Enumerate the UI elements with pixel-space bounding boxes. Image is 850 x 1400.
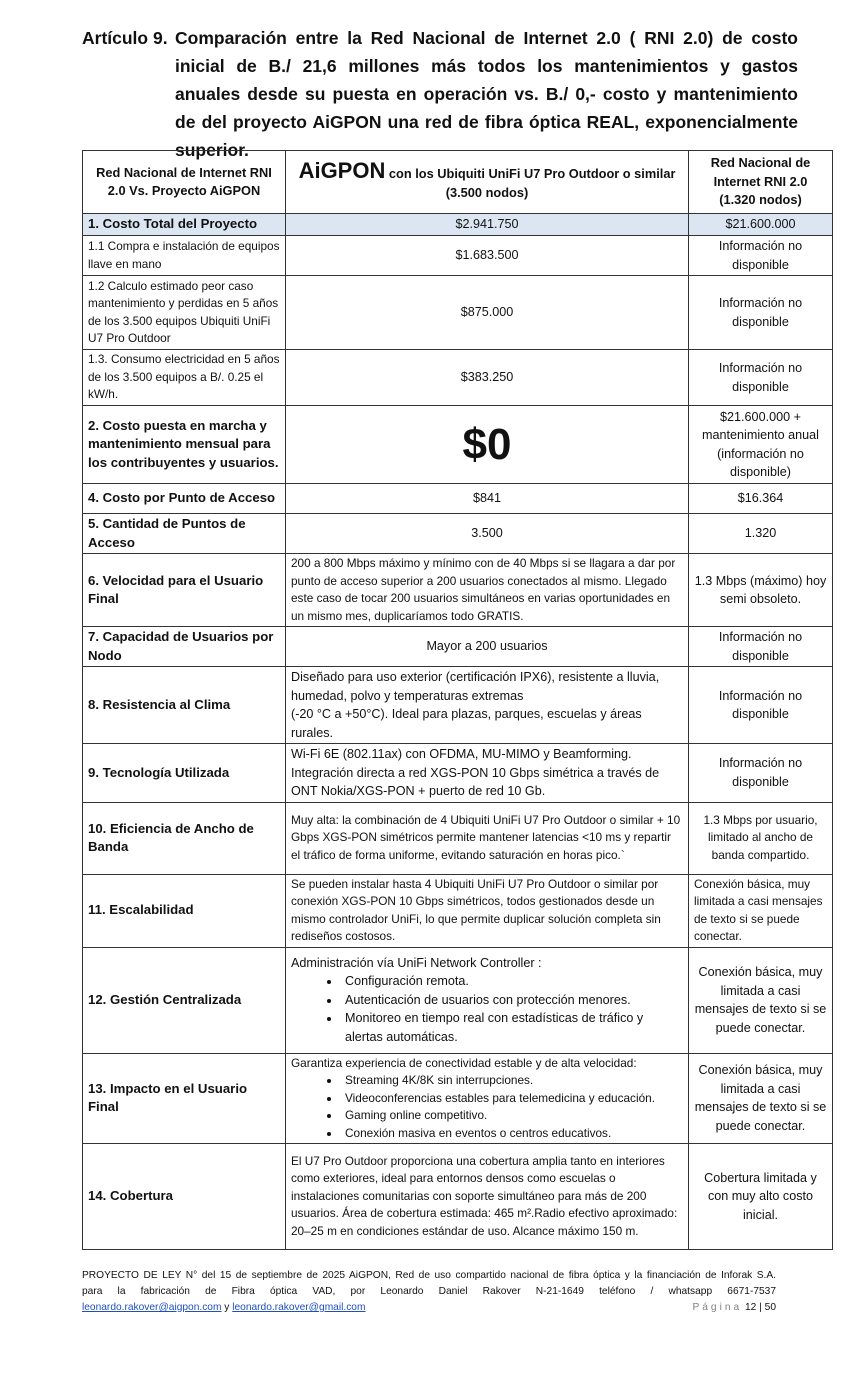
table-row: [83, 276, 833, 350]
rni-value: Conexión básica, muy limitada a casi mensajes de texto si se puede conectar.: [689, 1053, 833, 1144]
bullet-item: • Autenticación de usuarios con protección menores.: [341, 991, 683, 1010]
table-row: [83, 406, 833, 484]
aigpon-intro: Administración vía UniFi Network Controller :: [291, 955, 542, 970]
aigpon-brand: AiGPON: [298, 158, 386, 183]
aigpon-value: $2.941.750: [286, 214, 689, 236]
bullet-item: • Conexión masiva en eventos o centros educativos.: [341, 1125, 683, 1143]
rni-value: Información no disponible: [689, 236, 833, 276]
row-label: 9. Tecnología Utilizada: [83, 744, 286, 803]
page-footer: [82, 1268, 776, 1316]
email-link-aigpon[interactable]: leonardo.rakover@aigpon.com: [82, 1302, 222, 1313]
aigpon-value: [286, 667, 689, 744]
aigpon-value: Muy alta: la combinación de 4 Ubiquiti UniFi U7 Pro Outdoor o similar + 10 Gbps XGS-PON simétricos permite mantener latencias <10 ms y repartir el tráfico de forma uniforme, evitando saturación en horas pico.`: [286, 802, 689, 874]
aigpon-value: $1.683.500: [286, 236, 689, 276]
header-rni: Red Nacional de Internet RNI 2.0 (1.320 nodos): [689, 151, 833, 214]
footer-line-2: para la fabricación de Fibra óptica VAD, por Leonardo Daniel Rakover N-21-1649 teléfono / whatsapp 6671-7537: [82, 1286, 776, 1297]
aigpon-value: $875.000: [286, 276, 689, 350]
aigpon-value: 3.500: [286, 514, 689, 554]
rni-value: Información no disponible: [689, 276, 833, 350]
aigpon-value: [286, 947, 689, 1053]
rni-value: 1.3 Mbps por usuario, limitado al ancho de banda compartido.: [689, 802, 833, 874]
table-row: [83, 667, 833, 744]
row-label: 2. Costo puesta en marcha y mantenimiento mensual para los contribuyentes y usuarios.: [83, 406, 286, 484]
table-row: [83, 514, 833, 554]
aigpon-value: $841: [286, 484, 689, 514]
email-link-gmail[interactable]: leonardo.rakover@gmail.com: [232, 1302, 366, 1313]
aigpon-value: [286, 1053, 689, 1144]
aigpon-value: $383.250: [286, 350, 689, 406]
table-row: [83, 350, 833, 406]
table-row: [83, 1144, 833, 1250]
table-row: [83, 214, 833, 236]
aigpon-value: Mayor a 200 usuarios: [286, 627, 689, 667]
rni-value: Conexión básica, muy limitada a casi mensajes de texto si se puede conectar.: [689, 874, 833, 947]
row-label: 12. Gestión Centralizada: [83, 947, 286, 1053]
row-label: 10. Eficiencia de Ancho de Banda: [83, 802, 286, 874]
rni-value: $16.364: [689, 484, 833, 514]
page-indicator: [692, 1300, 776, 1316]
aigpon-line: Diseñado para uso exterior (certificación IPX6), resistente a lluvia, humedad, polvo y temperaturas extremas: [291, 670, 660, 703]
table-header-row: [83, 151, 833, 214]
row-label: 8. Resistencia al Clima: [83, 667, 286, 744]
rni-value: Cobertura limitada y con muy alto costo inicial.: [689, 1144, 833, 1250]
header-aigpon: [286, 151, 689, 214]
row-label: 1. Costo Total del Proyecto: [83, 214, 286, 236]
table-row: [83, 1053, 833, 1144]
bullet-item: • Monitoreo en tiempo real con estadísticas de tráfico y alertas automáticas.: [341, 1009, 683, 1046]
table-row: [83, 554, 833, 627]
footer-connector: y: [221, 1302, 233, 1313]
rni-value: Información no disponible: [689, 667, 833, 744]
rni-value: Información no disponible: [689, 350, 833, 406]
rni-value: Información no disponible: [689, 744, 833, 803]
aigpon-line: (-20 °C a +50°C). Ideal para plazas, parques, escuelas y áreas rurales.: [291, 707, 642, 740]
rni-value: $21.600.000: [689, 214, 833, 236]
bullet-item: • Videoconferencias estables para telemedicina y educación.: [341, 1090, 683, 1108]
row-label: 13. Impacto en el Usuario Final: [83, 1053, 286, 1144]
aigpon-value: El U7 Pro Outdoor proporciona una cobertura amplia tanto en interiores como exteriores, ideal para entornos densos como escuelas o instalaciones comunitarias con soporte simultáneo para más de 200 usuarios. Área de cobertura estimada: 465 m².Radio efectivo aproximado: 20–25 m en condiciones estándar de uso. Alcance máximo 150 m.: [286, 1144, 689, 1250]
bullet-item: • Gaming online competitivo.: [341, 1107, 683, 1125]
aigpon-bullet-list: [291, 972, 683, 1046]
row-label: 7. Capacidad de Usuarios por Nodo: [83, 627, 286, 667]
rni-value: 1.320: [689, 514, 833, 554]
aigpon-value: Wi-Fi 6E (802.11ax) con OFDMA, MU-MIMO y Beamforming. Integración directa a red XGS-PON 10 Gbps simétrica a través de ONT Nokia/XGS-PON + puerto de red 10 Gb.: [286, 744, 689, 803]
row-label: 1.2 Calculo estimado peor caso mantenimiento y perdidas en 5 años de los 3.500 equipos Ubiquiti UniFi U7 Pro Outdoor: [83, 276, 286, 350]
footer-contacts: [82, 1300, 365, 1316]
row-label: 1.1 Compra e instalación de equipos llave en mano: [83, 236, 286, 276]
aigpon-bullet-list: [291, 1072, 683, 1142]
header-criteria: Red Nacional de Internet RNI 2.0 Vs. Proyecto AiGPON: [83, 151, 286, 214]
row-label: 5. Cantidad de Puntos de Acceso: [83, 514, 286, 554]
page-number: 12 | 50: [745, 1302, 776, 1313]
table-row: [83, 802, 833, 874]
aigpon-intro: Garantiza experiencia de conectividad estable y de alta velocidad:: [291, 1055, 637, 1070]
row-label: 1.3. Consumo electricidad en 5 años de los 3.500 equipos a B/. 0.25 el kW/h.: [83, 350, 286, 406]
comparison-table: [82, 150, 833, 1250]
page-label: Página: [692, 1302, 743, 1313]
table-row: [83, 874, 833, 947]
rni-value: Información no disponible: [689, 627, 833, 667]
bullet-item: • Configuración remota.: [341, 972, 683, 991]
table-row: [83, 236, 833, 276]
row-label: 11. Escalabilidad: [83, 874, 286, 947]
row-label: 4. Costo por Punto de Acceso: [83, 484, 286, 514]
table-row: [83, 744, 833, 803]
table-row: [83, 484, 833, 514]
footer-line-3: [82, 1300, 776, 1316]
table-row: [83, 627, 833, 667]
rni-value: Conexión básica, muy limitada a casi mensajes de texto si se puede conectar.: [689, 947, 833, 1053]
rni-value: $21.600.000 + mantenimiento anual (información no disponible): [689, 406, 833, 484]
footer-line-1: PROYECTO DE LEY N° del 15 de septiembre de 2025 AiGPON, Red de uso compartido nacional de fibra óptica y la financiación de Inforak S.A.: [82, 1270, 776, 1281]
rni-value: 1.3 Mbps (máximo) hoy semi obsoleto.: [689, 554, 833, 627]
article-heading: [82, 24, 798, 164]
bullet-item: • Streaming 4K/8K sin interrupciones.: [341, 1072, 683, 1090]
article-title: Comparación entre la Red Nacional de Internet 2.0 ( RNI 2.0) de costo inicial de B./ 21,6 millones más todos los mantenimientos y gastos anuales desde su puesta en operación vs. B./ 0,- costo y mantenimiento de del proyecto AiGPON una red de fibra óptica REAL, exponencialmente superior.: [175, 28, 798, 160]
article-number: Artículo 9.: [82, 28, 168, 48]
aigpon-value: $0: [286, 406, 689, 484]
row-label: 6. Velocidad para el Usuario Final: [83, 554, 286, 627]
header-aigpon-detail: con los Ubiquiti UniFi U7 Pro Outdoor o similar (3.500 nodos): [385, 166, 676, 200]
aigpon-value: Se pueden instalar hasta 4 Ubiquiti UniFi U7 Pro Outdoor o similar por conexión XGS-PON 10 Gbps simétricos, todos gestionados desde un mismo controlador UniFi, lo que permite duplicar solución completa sin rediseños costosos.: [286, 874, 689, 947]
table-row: [83, 947, 833, 1053]
aigpon-value: 200 a 800 Mbps máximo y mínimo con de 40 Mbps si se llagara a dar por punto de acceso superior a 200 usuarios conectados al mismo. Llegado este caso de tocar 200 usuarios simultáneos en varias oportunidades en un mismo mes, duplicaríamos todo GRATIS.: [286, 554, 689, 627]
row-label: 14. Cobertura: [83, 1144, 286, 1250]
